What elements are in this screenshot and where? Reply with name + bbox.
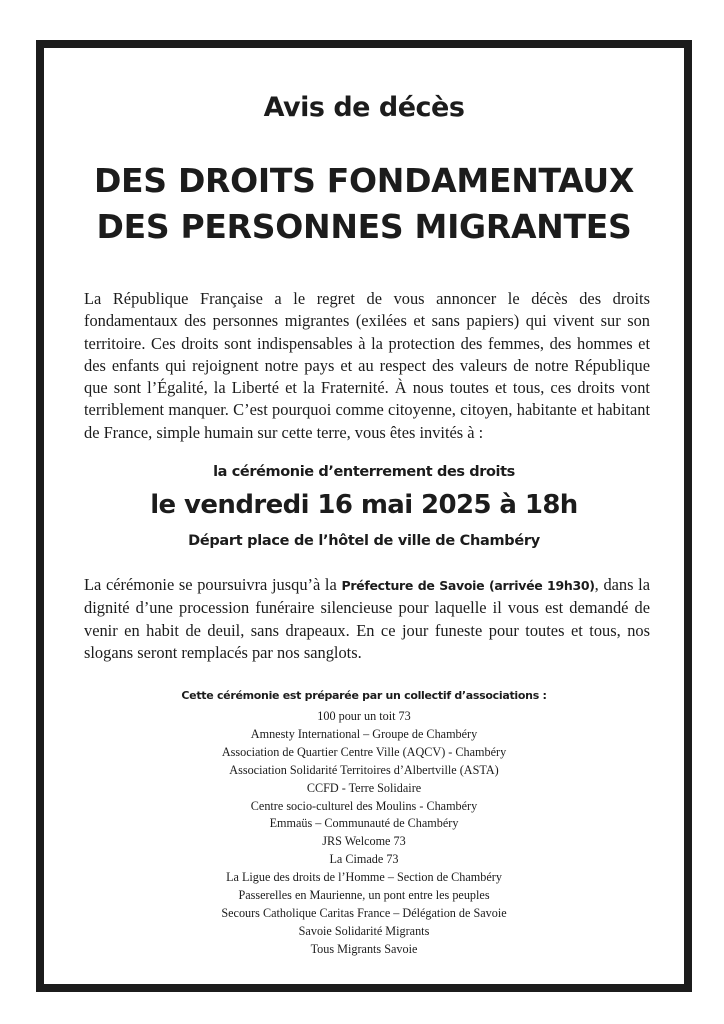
notice-small-title: Avis de décès — [263, 92, 465, 123]
organizer-item: Savoie Solidarité Migrants — [298, 923, 430, 938]
organizer-item: Amnesty International – Groupe de Chambéry — [250, 726, 478, 741]
procession-text-after: , dans la dignité d’une procession funéraire silencieuse pour laquelle il vous est demandé de venir en habit de deuil, sans drapeaux. En ce jour funeste pour toutes et tous, nos slogans seront remplacés par nos sanglots. — [84, 575, 650, 662]
organizer-item: Emmaüs – Communauté de Chambéry — [269, 816, 459, 831]
notice-main-title — [44, 158, 684, 250]
organizer-item: CCFD - Terre Solidaire — [306, 780, 422, 795]
intro-paragraph: La République Française a le regret de vous annoncer le décès des droits fondamentaux des personnes migrantes (exilées et sans papiers) qui vivent sur son territoire. Ces droits sont indispensables à la protection des femmes, des hommes et des enfants qui rejoignent notre pays et au respect des valeurs de notre République que sont l’Égalité, la Liberté et la Fraternité. À nous toutes et tous, ces droits vont terriblement manquer. C’est pourquoi comme citoyenne, citoyen, habitante et habitant de France, simple humain sur cette terre, vous êtes invités à : — [84, 289, 650, 442]
organizer-item: Passerelles en Maurienne, un pont entre les peuples — [238, 888, 490, 903]
organizer-item: JRS Welcome 73 — [322, 834, 406, 849]
ceremony-departure: Départ place de l’hôtel de ville de Chambéry — [188, 533, 540, 549]
notice-frame — [36, 40, 692, 992]
organizers-list — [44, 708, 684, 959]
ceremony-date: le vendredi 16 mai 2025 à 18h — [150, 490, 578, 520]
procession-paragraph — [84, 574, 650, 664]
organizer-item: La Cimade 73 — [329, 852, 399, 867]
organizer-item: La Ligue des droits de l’Homme – Section de Chambéry — [226, 870, 502, 885]
organizers-heading: Cette cérémonie est préparée par un collectif d’associations : — [181, 689, 547, 702]
prefecture-highlight: Préfecture de Savoie (arrivée 19h30) — [341, 578, 595, 593]
main-title-line-2: DES PERSONNES MIGRANTES — [96, 207, 632, 246]
organizer-item: Association de Quartier Centre Ville (AQCV) - Chambéry — [221, 744, 507, 759]
organizer-item: Association Solidarité Territoires d’Albertville (ASTA) — [229, 762, 499, 777]
organizer-item: Tous Migrants Savoie — [310, 941, 418, 956]
ceremony-label: la cérémonie d’enterrement des droits — [213, 464, 515, 480]
organizer-item: Centre socio-culturel des Moulins - Chambéry — [250, 798, 478, 813]
organizer-item: Secours Catholique Caritas France – Délégation de Savoie — [221, 905, 507, 920]
procession-text-before: La cérémonie se poursuivra jusqu’à la — [84, 575, 342, 594]
main-title-line-1: DES DROITS FONDAMENTAUX — [93, 161, 635, 200]
organizer-item: 100 pour un toit 73 — [317, 709, 411, 723]
